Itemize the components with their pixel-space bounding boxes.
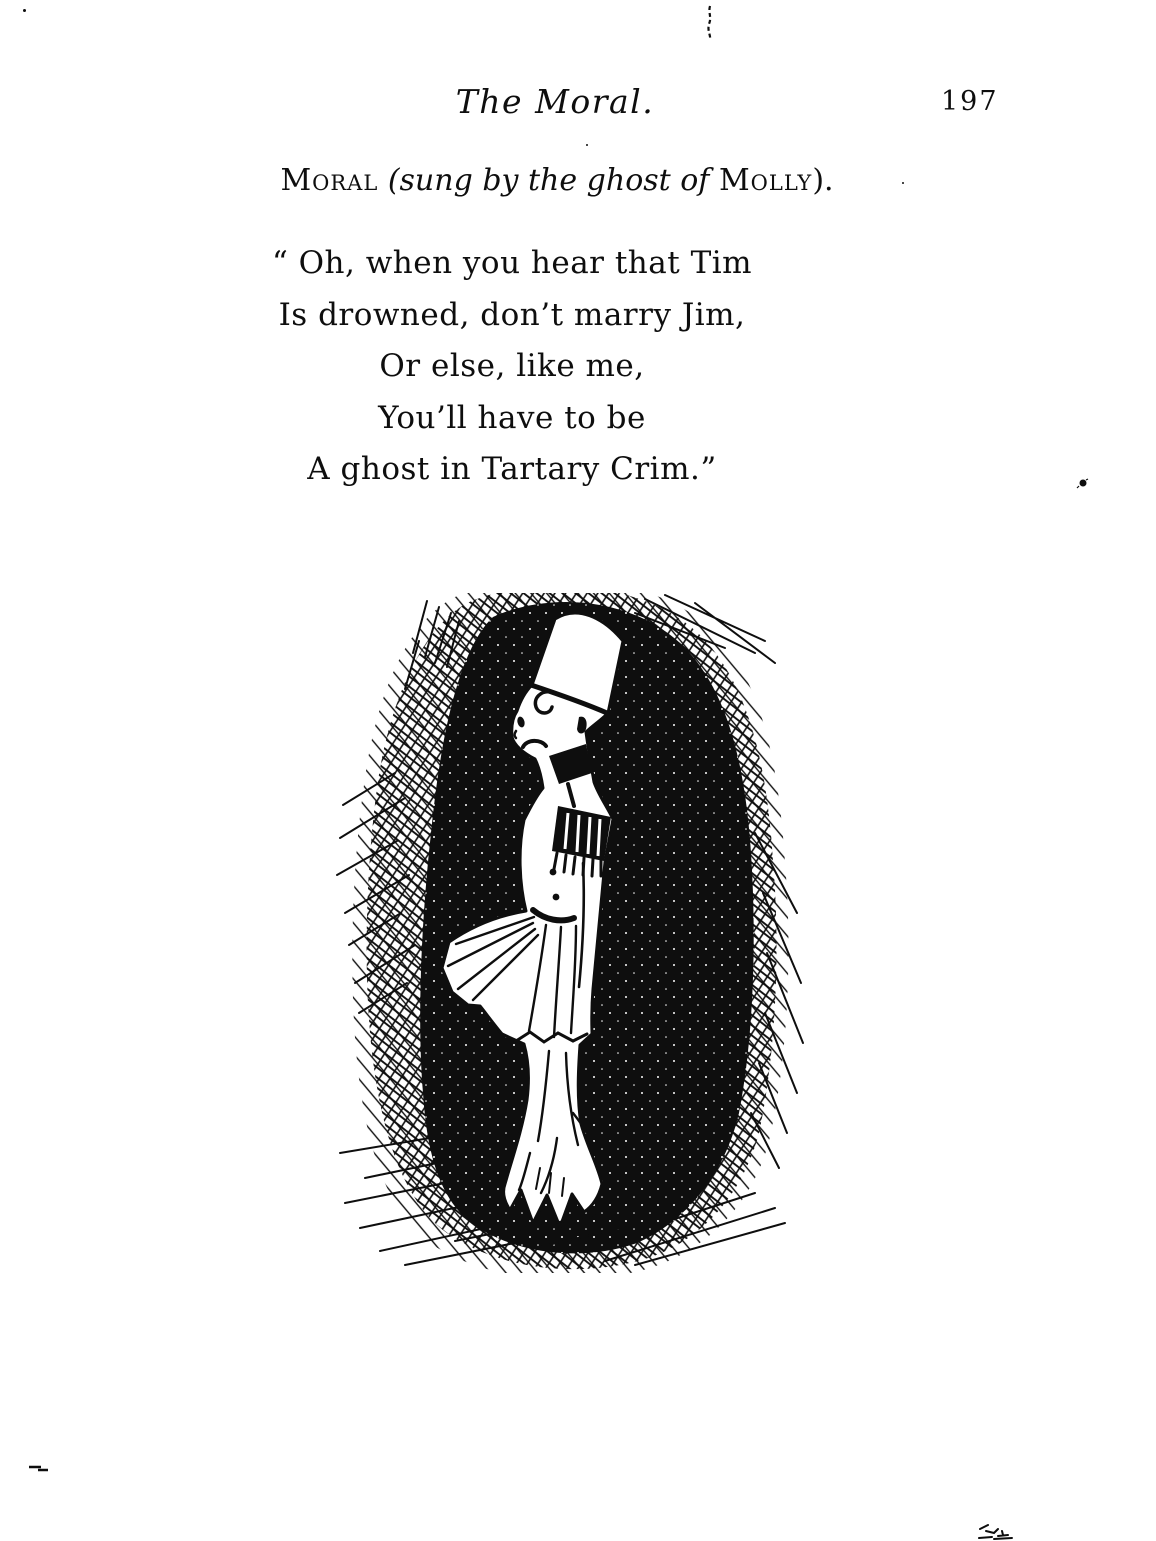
- poem-line-4: You’ll have to be: [378, 399, 646, 436]
- caption-word-moral: Moral: [280, 163, 379, 198]
- caption-word-molly: Molly: [718, 163, 813, 198]
- poem: [92, 238, 932, 496]
- ghost-illustration: [335, 593, 805, 1273]
- ink-speck-caption-right: [902, 182, 904, 184]
- moral-caption: [157, 163, 957, 198]
- poem-line-1: “ Oh, when you hear that Tim: [271, 245, 753, 281]
- jacket-button-1: [550, 869, 557, 876]
- ink-blot-right-margin: [1076, 477, 1090, 489]
- ink-squiggle-top: [705, 5, 715, 41]
- poem-line-5: A ghost in Tartary Crim.”: [307, 451, 717, 487]
- running-header-title: The Moral.: [455, 82, 655, 121]
- caption-suffix: ).: [812, 163, 834, 198]
- ink-dash-bottom-left: [28, 1464, 50, 1472]
- page-number: 197: [941, 86, 999, 117]
- nose-line: [515, 731, 517, 738]
- ink-smudge-bottom-right: [978, 1521, 1018, 1541]
- poem-line-2: Is drowned, don’t marry Jim,: [278, 296, 746, 333]
- ink-speck-top-left: [23, 9, 26, 12]
- ink-speck-under-title: [586, 144, 588, 146]
- poem-line-3: Or else, like me,: [379, 348, 645, 384]
- caption-italic-middle: (sung by the ghost of: [378, 163, 719, 198]
- jacket-button-2: [553, 894, 560, 901]
